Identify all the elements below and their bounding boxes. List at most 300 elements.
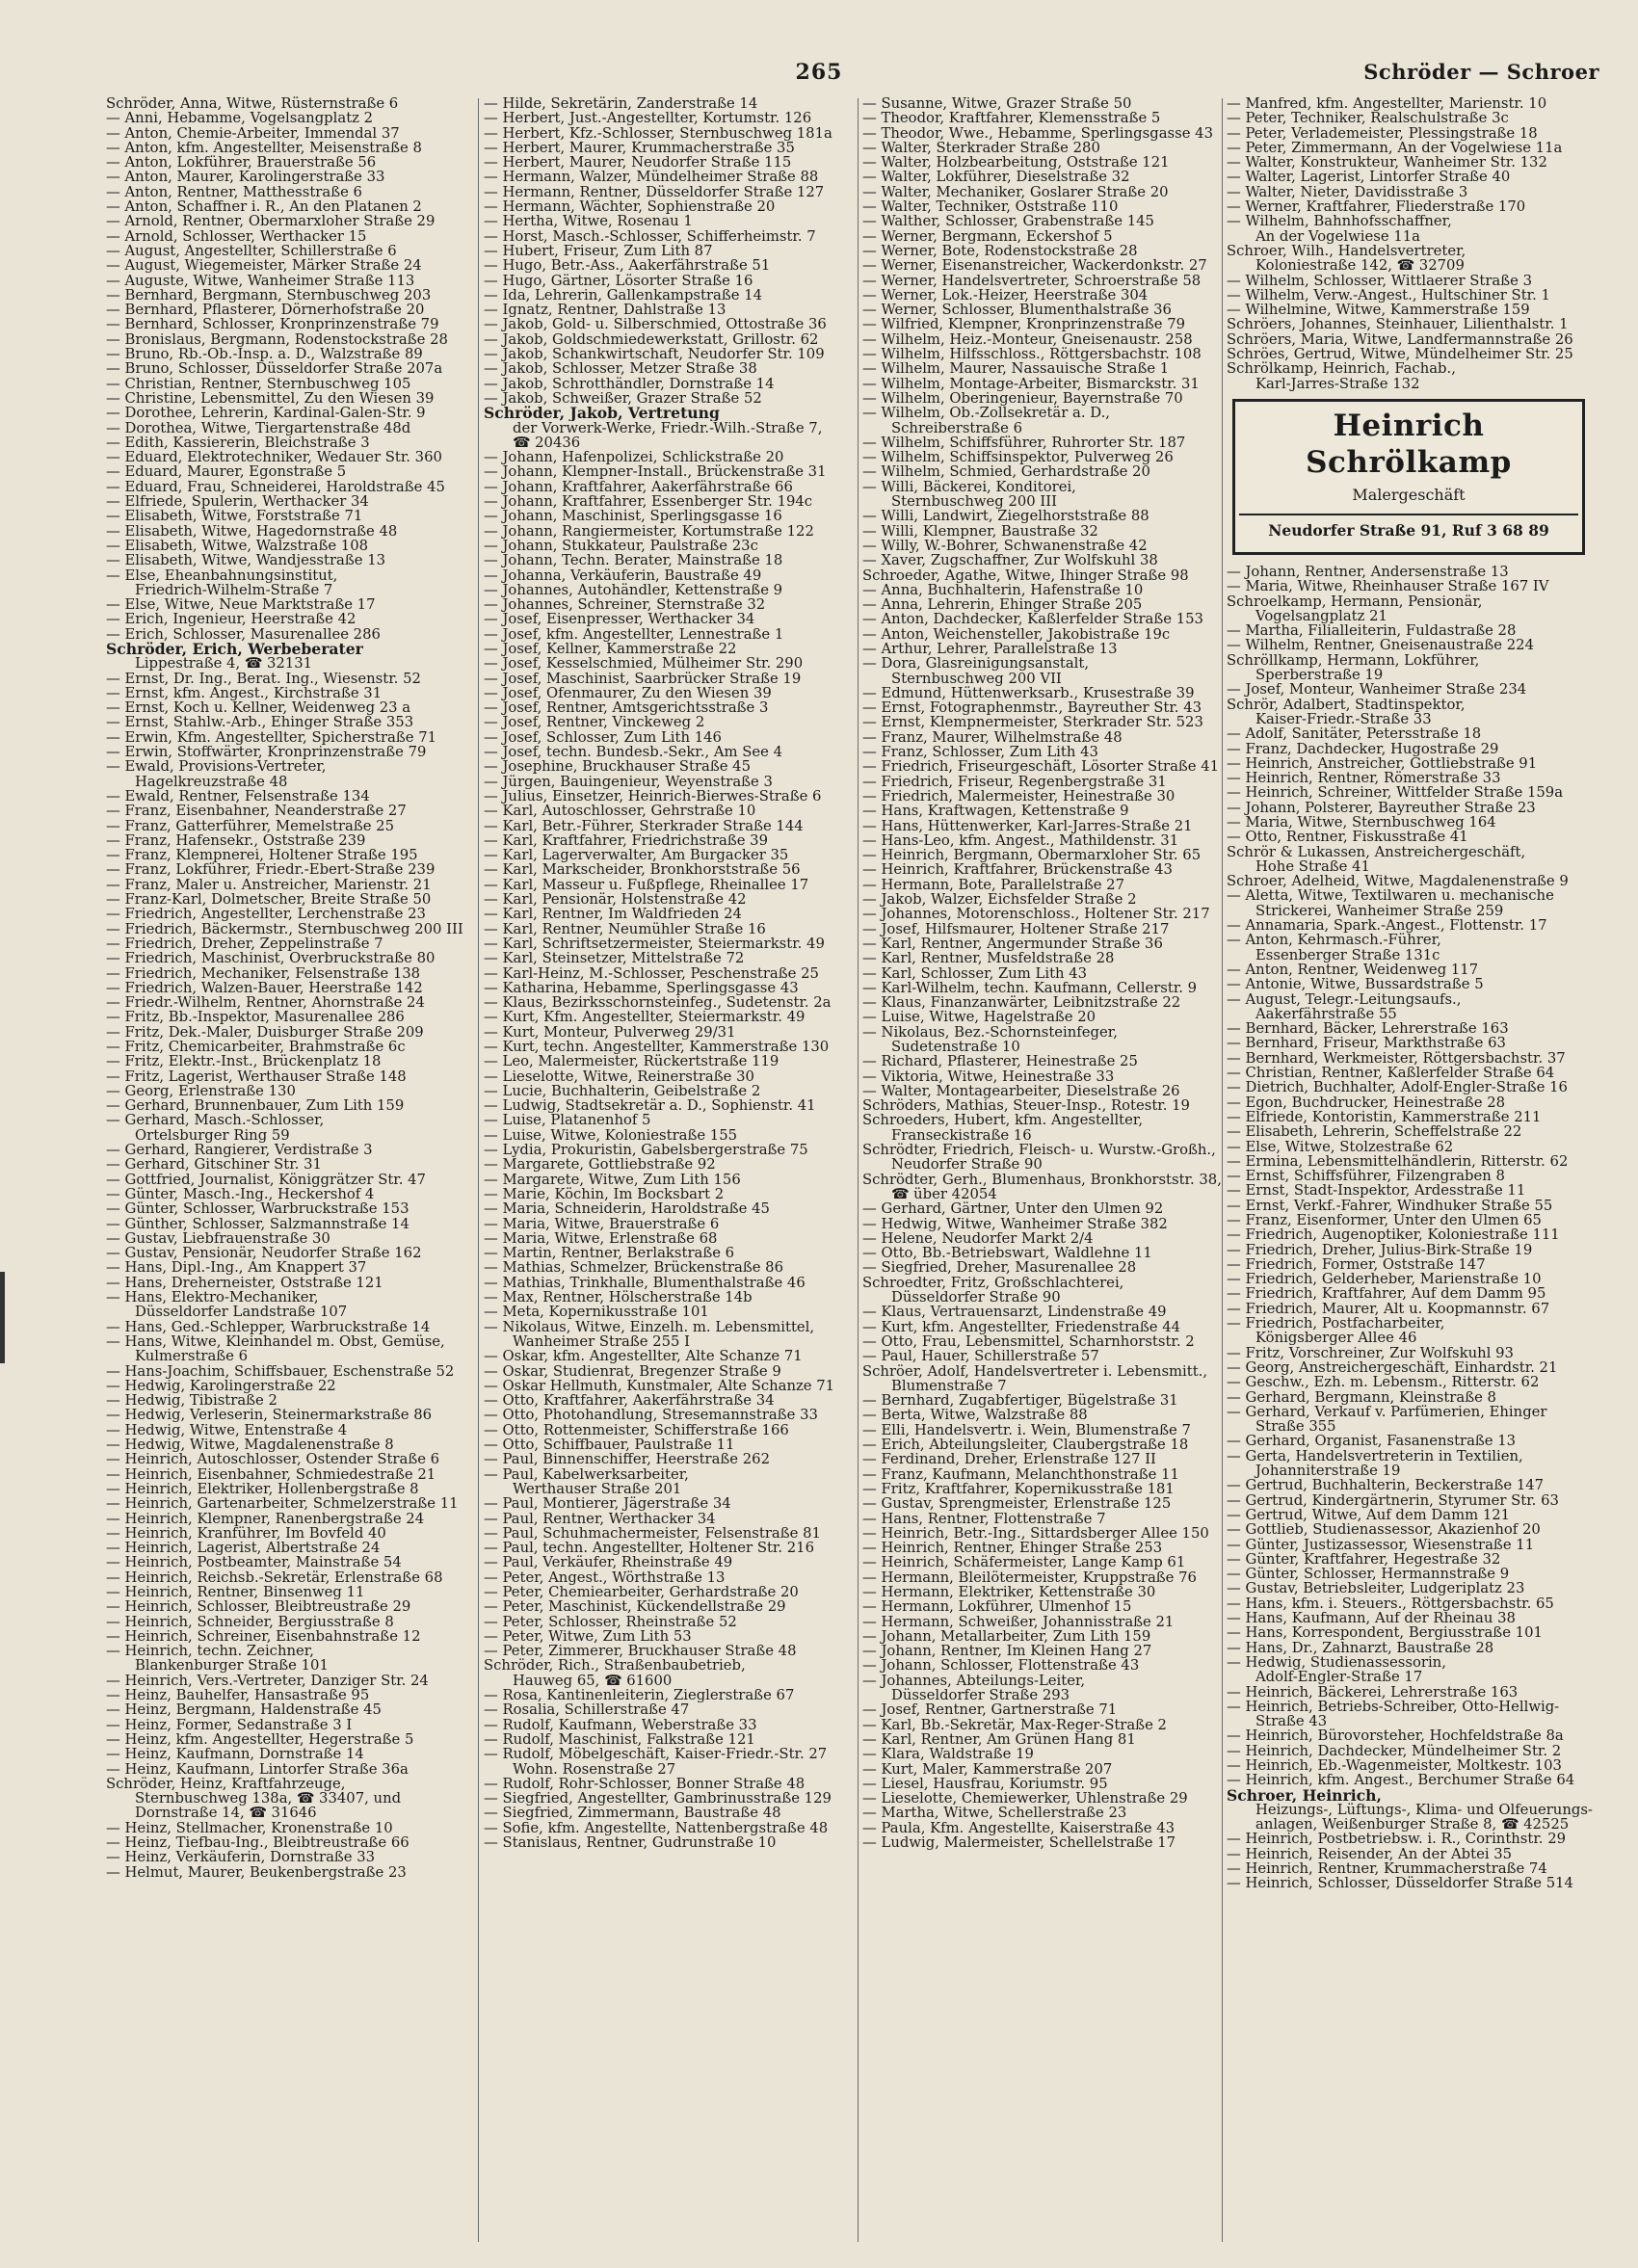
directory-entry: — Anton, Rentner, Weidenweg 117 (1227, 962, 1479, 978)
directory-entry: Schröder, Anna, Witwe, Rüsternstraße 6 (106, 96, 399, 112)
directory-entry: — Dorothee, Lehrerin, Kardinal-Galen-Str. 9 (106, 406, 426, 421)
directory-entry: — Johannes, Autohändler, Kettenstraße 9 (484, 582, 783, 598)
directory-entry: — Franz, Schlosser, Zum Lith 43 (862, 745, 1098, 760)
directory-entry: — Johann, Schlosser, Flottenstraße 43 (862, 1658, 1140, 1674)
directory-entry: — Erich, Abteilungsleiter, Claubergstraße 18 (862, 1437, 1189, 1453)
directory-entry: — Hans, Witwe, Kleinhandel m. Obst, Gemüse, (106, 1333, 445, 1350)
directory-entry: — Karl, Markscheider, Bronkhorststraße 56 (484, 862, 801, 878)
directory-entry: — Karl, Rentner, Neumühler Straße 16 (484, 921, 766, 936)
directory-entry: — Karl-Heinz, M.-Schlosser, Peschenstraße 25 (484, 965, 819, 981)
directory-entry: — Friedrich, Friseur, Regenbergstraße 31 (862, 774, 1167, 789)
directory-entry: — Theodor, Kraftfahrer, Klemensstraße 5 (862, 111, 1161, 126)
directory-entry: — Elisabeth, Witwe, Wandjesstraße 13 (106, 553, 386, 568)
directory-entry: — Ignatz, Rentner, Dahlstraße 13 (484, 303, 727, 318)
directory-entry: — Otto, Frau, Lebensmittel, Scharnhorststr. 2 (862, 1333, 1195, 1350)
directory-entry: — Karl, Rentner, Am Grünen Hang 81 (862, 1731, 1136, 1748)
directory-entry: Hohe Straße 41 (1255, 858, 1370, 875)
directory-entry: — Peter, Zimmerer, Bruckhauser Straße 48 (484, 1644, 797, 1659)
directory-entry: — Gerhard, Gitschiner Str. 31 (106, 1157, 322, 1173)
directory-entry: — Jakob, Schweißer, Grazer Straße 52 (484, 390, 762, 407)
directory-entry: — Maria, Witwe, Brauerstraße 6 (484, 1216, 720, 1231)
directory-entry: — Heinrich, techn. Zeichner, (106, 1644, 314, 1659)
directory-entry: — Gottfried, Journalist, Königgrätzer Str. 47 (106, 1172, 426, 1187)
directory-entry: Neudorfer Straße 90 (891, 1157, 1043, 1173)
directory-entry: — Friedrich, Gelderheber, Marienstraße 10 (1227, 1272, 1542, 1287)
directory-entry: — Heinz, Kaufmann, Dornstraße 14 (106, 1747, 364, 1762)
directory-entry: — Klara, Waldstraße 19 (862, 1747, 1034, 1762)
directory-entry: — Heinz, Bauhelfer, Hansastraße 95 (106, 1688, 370, 1703)
directory-entry: — Walter, Holzbearbeitung, Oststraße 121 (862, 155, 1170, 171)
directory-entry: — Paul, Hauer, Schillerstraße 57 (862, 1349, 1099, 1364)
directory-entry: Königsberger Allee 46 (1255, 1331, 1417, 1346)
directory-entry: — Viktoria, Witwe, Heinestraße 33 (862, 1068, 1115, 1084)
directory-column-4 (1227, 96, 1595, 1891)
directory-entry: — Peter, Techniker, Realschulstraße 3c (1227, 111, 1509, 126)
directory-entry: — Bernhard, Pflasterer, Dörnerhofstraße 20 (106, 303, 425, 318)
directory-entry: — Herbert, Kfz.-Schlosser, Sternbuschweg 181a (484, 125, 832, 141)
directory-entry: — Paul, techn. Angestellter, Holtener Str. 216 (484, 1541, 814, 1556)
directory-entry: — Werner, Schlosser, Blumenthalstraße 36 (862, 303, 1172, 318)
directory-entry: — Christian, Rentner, Sternbuschweg 105 (106, 376, 411, 391)
directory-entry: — Oskar Hellmuth, Kunstmaler, Alte Schanze 71 (484, 1378, 835, 1394)
directory-entry: — Liesel, Hausfrau, Koriumstr. 95 (862, 1776, 1108, 1792)
directory-entry: Dornstraße 14, ☎ 31646 (135, 1806, 317, 1821)
directory-entry: Friedrich-Wilhelm-Straße 7 (135, 582, 333, 598)
directory-entry: — Peter, Maschinist, Kückendellstraße 29 (484, 1599, 786, 1615)
directory-entry: — Christine, Lebensmittel, Zu den Wiesen 39 (106, 390, 435, 407)
directory-entry: — Wilhelm, Schmied, Gerhardstraße 20 (862, 464, 1150, 480)
directory-entry: — Margarete, Gottliebstraße 92 (484, 1157, 716, 1173)
directory-entry: — Franz, Dachdecker, Hugostraße 29 (1227, 741, 1499, 756)
directory-entry: — Karl, Rentner, Angermunder Straße 36 (862, 936, 1163, 952)
directory-entry: — Otto, Bb.-Betriebswart, Waldlehne 11 (862, 1246, 1152, 1261)
directory-entry: Sternbuschweg 200 VII (891, 671, 1062, 686)
directory-entry: — Ernst, kfm. Angest., Kirchstraße 31 (106, 685, 383, 701)
directory-entry: — Hermann, Lokführer, Ulmenhof 15 (862, 1599, 1132, 1615)
directory-entry: Schröes, Gertrud, Witwe, Mündelheimer Str. 25 (1227, 347, 1573, 362)
directory-entry: — Rosa, Kantinenleiterin, Zieglerstraße 67 (484, 1688, 795, 1703)
directory-entry: — Ferdinand, Dreher, Erlenstraße 127 II (862, 1452, 1156, 1467)
directory-entry: — Christian, Rentner, Kaßlerfelder Straße 64 (1227, 1066, 1555, 1081)
directory-entry: — Hedwig, Witwe, Wanheimer Straße 382 (862, 1216, 1168, 1231)
directory-entry: — Heinrich, Bergmann, Obermarxloher Str. 65 (862, 848, 1202, 863)
directory-entry: — Franz, Eisenbahner, Neanderstraße 27 (106, 804, 407, 819)
directory-entry: Schröder, Rich., Straßenbaubetrieb, (484, 1658, 746, 1674)
directory-entry: — Johannes, Schreiner, Sternstraße 32 (484, 597, 766, 613)
directory-entry: — Gottlieb, Studienassessor, Akazienhof 20 (1227, 1522, 1541, 1538)
directory-entry: — Hans, Korrespondent, Bergiusstraße 101 (1227, 1625, 1543, 1641)
directory-entry: — Ewald, Rentner, Felsenstraße 134 (106, 788, 370, 804)
directory-entry: — Dorothea, Witwe, Tiergartenstraße 48d (106, 420, 411, 435)
directory-entry: — Paul, Rentner, Werthacker 34 (484, 1511, 716, 1526)
directory-entry: — Johann, Klempner-Install., Brückenstraße 31 (484, 464, 827, 480)
directory-entry: — Heinrich, Schäfermeister, Lange Kamp 61 (862, 1555, 1186, 1570)
directory-entry: — Johannes, Abteilungs-Leiter, (862, 1673, 1086, 1689)
directory-entry: — Adolf, Sanitäter, Petersstraße 18 (1227, 726, 1482, 742)
directory-entry: Heizungs-, Lüftungs-, Klima- und Ölfeuerungs- (1255, 1802, 1593, 1818)
column-rule (478, 98, 479, 2242)
column-4-bottom-entries (1227, 565, 1595, 1891)
directory-entry: — Gerhard, Masch.-Schlosser, (106, 1113, 325, 1128)
directory-entry: — Lydia, Prokuristin, Gabelsbergerstraße 75 (484, 1143, 808, 1158)
directory-entry: — Ewald, Provisions-Vertreter, (106, 759, 327, 775)
directory-entry: — Heinrich, Dachdecker, Mündelheimer Str. 2 (1227, 1743, 1562, 1758)
directory-entry: — Paul, Binnenschiffer, Heerstraße 262 (484, 1452, 771, 1467)
directory-entry: — Anna, Buchhalterin, Hafenstraße 10 (862, 582, 1144, 598)
directory-entry: — Heinz, Tiefbau-Ing., Bleibtreustraße 66 (106, 1835, 410, 1851)
directory-entry: — Gerhard, Verkauf v. Parfümerien, Ehinger (1227, 1404, 1547, 1420)
directory-entry: — Hans, Ged.-Schlepper, Warbruckstraße 14 (106, 1319, 431, 1334)
directory-entry: — Anton, Weichensteller, Jakobistraße 19c (862, 626, 1171, 642)
directory-entry: — Arthur, Lehrer, Parallelstraße 13 (862, 641, 1118, 657)
directory-entry: — Fritz, Lagerist, Werthauser Straße 148 (106, 1068, 407, 1084)
advert-trade: Malergeschäft (1352, 485, 1466, 504)
directory-entry: — Paul, Schuhmachermeister, Felsenstraße 81 (484, 1525, 821, 1542)
directory-entry: — Hans-Joachim, Schiffsbauer, Eschenstraße 52 (106, 1363, 455, 1379)
directory-entry: — Klaus, Bezirksschornsteinfeg., Sudetenstr. 2a (484, 995, 832, 1011)
directory-entry: — Bruno, Rb.-Ob.-Insp. a. D., Walzstraße 89 (106, 347, 423, 362)
directory-entry: Hauweg 65, ☎ 61600 (513, 1673, 673, 1689)
directory-entry: — Bernhard, Werkmeister, Röttgersbachstr. 37 (1227, 1050, 1566, 1067)
directory-entry: — Elisabeth, Witwe, Hagedornstraße 48 (106, 523, 398, 539)
page-number: 265 (795, 60, 843, 85)
directory-entry: — Friedrich, Bäckermstr., Sternbuschweg 200 III (106, 921, 463, 936)
directory-entry: — Peter, Verlademeister, Plessingstraße 18 (1227, 125, 1538, 141)
advert-company-name: Heinrich Schrölkamp (1306, 408, 1512, 480)
directory-entry: — Ernst, Verkf.-Fahrer, Windhuker Straße 55 (1227, 1198, 1553, 1213)
directory-entry: — Friedrich, Dreher, Julius-Birk-Straße 19 (1227, 1242, 1533, 1257)
directory-entry: — Anna, Lehrerin, Ehinger Straße 205 (862, 597, 1143, 613)
directory-entry: — Walter, Sterkrader Straße 280 (862, 140, 1100, 156)
directory-entry: — Dora, Glasreinigungsanstalt, (862, 656, 1090, 672)
directory-entry: — Elli, Handelsvertr. i. Wein, Blumenstraße 7 (862, 1422, 1191, 1438)
directory-entry: — Hans, Dreherneister, Oststraße 121 (106, 1275, 383, 1291)
directory-entry: anlagen, Weißenburger Straße 8, ☎ 42525 (1255, 1817, 1570, 1833)
directory-entry: — Johann, Metallarbeiter, Zum Lith 159 (862, 1628, 1151, 1645)
directory-entry: — Heinrich, Gartenarbeiter, Schmelzerstraße 11 (106, 1496, 459, 1512)
directory-entry: — Helmut, Maurer, Beukenbergstraße 23 (106, 1864, 407, 1880)
directory-entry: — Maria, Witwe, Rheinhauser Straße 167 IV (1227, 579, 1549, 594)
directory-entry: — Wilhelm, Verw.-Angest., Hultschiner Str. 1 (1227, 287, 1550, 303)
directory-entry: — Heinrich, Schneider, Bergiusstraße 8 (106, 1614, 394, 1629)
directory-entry: — Julius, Einsetzer, Heinrich-Bierwes-Straße 6 (484, 788, 822, 804)
directory-entry: — Günther, Schlosser, Salzmannstraße 14 (106, 1216, 410, 1231)
directory-entry: — Josef, Rentner, Amtsgerichtsstraße 3 (484, 700, 769, 716)
directory-entry: Ortelsburger Ring 59 (135, 1127, 290, 1144)
directory-entry: — Heinrich, Schreiner, Eisenbahnstraße 12 (106, 1628, 421, 1645)
directory-entry: — Johann, Kraftfahrer, Essenberger Str. 194c (484, 494, 813, 510)
directory-entry: — Wilhelm, Hilfsschloss., Röttgersbachstr. 108 (862, 347, 1202, 362)
directory-entry: Schroeders, Hubert, kfm. Angestellter, (862, 1113, 1144, 1128)
directory-entry: — Hans, Hüttenwerker, Karl-Jarres-Straße 21 (862, 818, 1193, 833)
directory-entry: — Karl, Schlosser, Zum Lith 43 (862, 965, 1088, 981)
directory-entry: — Karl, Masseur u. Fußpflege, Rheinallee 17 (484, 877, 809, 893)
directory-entry: — Egon, Buchdrucker, Heinestraße 28 (1227, 1094, 1506, 1110)
directory-entry: Werthauser Straße 201 (513, 1481, 682, 1497)
directory-entry: Sperberstraße 19 (1255, 668, 1384, 683)
directory-entry: — Gustav, Pensionär, Neudorfer Straße 162 (106, 1246, 422, 1261)
directory-entry: — Günter, Kraftfahrer, Hegestraße 32 (1227, 1551, 1501, 1568)
directory-entry: Wohn. Rosenstraße 27 (513, 1761, 676, 1777)
directory-entry: — Jakob, Goldschmiedewerkstatt, Grillostr. 62 (484, 331, 819, 348)
directory-entry: — Bernhard, Bäcker, Lehrerstraße 163 (1227, 1021, 1509, 1037)
directory-entry: — Anton, Kehrmasch.-Führer, (1227, 933, 1441, 948)
directory-entry: — Karl, Rentner, Musfeldstraße 28 (862, 951, 1115, 966)
directory-entry: — Maria, Witwe, Sternbuschweg 164 (1227, 814, 1496, 831)
directory-entry: — Helene, Neudorfer Markt 2/4 (862, 1230, 1094, 1247)
directory-entry: — Willi, Bäckerei, Konditorei, (862, 479, 1076, 495)
directory-entry: — Johann, Polsterer, Bayreuther Straße 23 (1227, 800, 1536, 815)
directory-entry: — Werner, Bergmann, Eckershof 5 (862, 228, 1113, 244)
directory-entry: — Richard, Pflasterer, Heinestraße 25 (862, 1054, 1138, 1069)
directory-entry: — Franz, Maler u. Anstreicher, Marienstr. 21 (106, 877, 432, 893)
directory-entry: — Hubert, Friseur, Zum Lith 87 (484, 243, 713, 259)
directory-entry: — Walter, Techniker, Oststraße 110 (862, 199, 1119, 215)
directory-entry: — Franz, Maurer, Wilhelmstraße 48 (862, 729, 1123, 746)
directory-entry: — Friedrich, Dreher, Zeppelinstraße 7 (106, 936, 383, 952)
directory-entry: — Heinrich, Betr.-Ing., Sittardsberger Allee 150 (862, 1525, 1209, 1542)
directory-entry: — Heinrich, Klempner, Ranenbergstraße 24 (106, 1511, 425, 1526)
directory-entry: — Bernhard, Bergmann, Sternbuschweg 203 (106, 287, 432, 303)
directory-entry: — Gustav, Betriebsleiter, Ludgeriplatz 23 (1227, 1581, 1525, 1596)
directory-entry: — Heinrich, Bürovorsteher, Hochfeldstraße 8a (1227, 1728, 1564, 1744)
directory-entry: — Fritz, Vorschreiner, Zur Wolfskuhl 93 (1227, 1345, 1514, 1360)
directory-entry: — Friedrich, Maurer, Alt u. Koopmannstr. 67 (1227, 1301, 1550, 1317)
directory-heading-entry: Schroer, Heinrich, (1227, 1787, 1382, 1803)
directory-entry: — Johann, Hafenpolizei, Schlickstraße 20 (484, 450, 784, 465)
directory-entry: — Elisabeth, Lehrerin, Scheffelstraße 22 (1227, 1124, 1522, 1140)
directory-entry: — Lieselotte, Chemiewerker, Uhlenstraße 29 (862, 1791, 1188, 1806)
directory-entry: — Hermann, Wächter, Sophienstraße 20 (484, 199, 776, 215)
directory-entry: — Ernst, Schiffsführer, Filzengraben 8 (1227, 1169, 1505, 1184)
directory-entry: Franseckistraße 16 (891, 1127, 1032, 1144)
directory-entry: — Werner, Kraftfahrer, Fliederstraße 170 (1227, 199, 1526, 215)
directory-entry: — Anton, Dachdecker, Kaßlerfelder Straße 153 (862, 612, 1203, 627)
directory-entry: — Hans, Elektro-Mechaniker, (106, 1290, 319, 1305)
directory-entry: Hagelkreuzstraße 48 (135, 774, 288, 789)
directory-entry: — Josef, Schlosser, Zum Lith 146 (484, 729, 722, 746)
directory-entry: — Günter, Schlosser, Warbruckstraße 153 (106, 1201, 410, 1217)
directory-entry: — Hermann, Elektriker, Kettenstraße 30 (862, 1584, 1156, 1600)
directory-entry: — Walter, Montagearbeiter, Dieselstraße 26 (862, 1083, 1180, 1099)
directory-entry: — Bronislaus, Bergmann, Rodenstockstraße 28 (106, 331, 448, 348)
directory-entry: — Werner, Bote, Rodenstockstraße 28 (862, 243, 1138, 259)
directory-entry: Schröers, Maria, Witwe, Landfermannstraße 26 (1227, 331, 1573, 348)
directory-entry: — Hans, Kraftwagen, Kettenstraße 9 (862, 804, 1129, 819)
directory-entry: — Fritz, Bb.-Inspektor, Masurenallee 286 (106, 1010, 405, 1025)
directory-entry: — Anton, Lokführer, Brauerstraße 56 (106, 155, 377, 171)
directory-entry: — Peter, Schlosser, Rheinstraße 52 (484, 1614, 737, 1629)
directory-entry: — Luise, Platanenhof 5 (484, 1113, 651, 1128)
directory-entry: — Johann, Rangiermeister, Kortumstraße 122 (484, 523, 814, 539)
directory-entry: — Wilhelm, Schlosser, Wittlaerer Straße 3 (1227, 273, 1532, 288)
running-head: Schröder — Schroer (1363, 60, 1599, 84)
directory-entry: — Martha, Filialleiterin, Fuldastraße 28 (1227, 623, 1517, 639)
directory-entry: — Ida, Lehrerin, Gallenkampstraße 14 (484, 287, 763, 303)
directory-entry: — Ernst, Stadt-Inspektor, Ardesstraße 11 (1227, 1183, 1526, 1199)
directory-entry: Essenberger Straße 131c (1255, 947, 1440, 963)
directory-entry: Straße 43 (1255, 1714, 1328, 1729)
directory-entry: — Willi, Landwirt, Ziegelhorststraße 88 (862, 509, 1149, 524)
directory-entry: — Peter, Witwe, Zum Lith 53 (484, 1628, 692, 1645)
directory-entry: — Franz-Karl, Dolmetscher, Breite Straße 50 (106, 892, 432, 908)
directory-entry: — Kurt, techn. Angestellter, Kammerstraße 130 (484, 1040, 830, 1055)
directory-entry: — Jakob, Schankwirtschaft, Neudorfer Str. 109 (484, 347, 825, 362)
directory-entry: — Heinrich, Lagerist, Albertstraße 24 (106, 1541, 381, 1556)
directory-entry: — Johanna, Verkäuferin, Baustraße 49 (484, 567, 762, 583)
directory-entry: — Hermann, Schweißer, Johannisstraße 21 (862, 1614, 1175, 1629)
directory-entry: — Wilhelm, Schiffsinspektor, Pulverweg 26 (862, 450, 1174, 465)
directory-entry: — Hermann, Bote, Parallelstraße 27 (862, 877, 1125, 893)
directory-entry: Schroeder, Agathe, Witwe, Ihinger Straße 98 (862, 567, 1189, 583)
directory-entry: — Martin, Rentner, Berlakstraße 6 (484, 1246, 735, 1261)
directory-entry: — Günter, Schlosser, Hermannstraße 9 (1227, 1567, 1510, 1582)
advertisement-box (1232, 399, 1585, 555)
directory-entry: — Karl-Wilhelm, techn. Kaufmann, Cellerstr. 9 (862, 980, 1198, 996)
directory-entry: Schrödter, Friedrich, Fleisch- u. Wurstw.-Großh., (862, 1143, 1216, 1158)
directory-entry: — Heinrich, Postbeamter, Mainstraße 54 (106, 1555, 402, 1570)
directory-entry: — Dietrich, Buchhalter, Adolf-Engler-Straße 16 (1227, 1080, 1568, 1095)
directory-entry: — Lieselotte, Witwe, Reinerstraße 30 (484, 1068, 754, 1084)
directory-entry: — Gerhard, Gärtner, Unter den Ulmen 92 (862, 1201, 1164, 1217)
directory-entry: — Josef, Eisenpresser, Werthacker 34 (484, 612, 755, 627)
directory-entry: — Martha, Witwe, Schellerstraße 23 (862, 1806, 1127, 1821)
directory-entry: — Aletta, Witwe, Textilwaren u. mechanische (1227, 888, 1554, 904)
directory-entry: Sternbuschweg 138a, ☎ 33407, und (135, 1791, 402, 1806)
directory-entry: — Friedrich, Friseurgeschäft, Lösorter Straße 41 (862, 759, 1220, 775)
directory-entry: — Karl, Pensionär, Holstenstraße 42 (484, 892, 747, 908)
directory-entry: — Ernst, Koch u. Kellner, Weidenweg 23 a (106, 700, 411, 716)
directory-entry: Schroedter, Fritz, Großschlachterei, (862, 1275, 1124, 1291)
directory-entry: — Hedwig, Witwe, Entenstraße 4 (106, 1422, 348, 1438)
directory-entry: — Johann, Rentner, Im Kleinen Hang 27 (862, 1644, 1152, 1659)
directory-entry: — Heinz, Former, Sedanstraße 3 I (106, 1717, 353, 1732)
directory-entry: — Friedrich, Walzen-Bauer, Heerstraße 142 (106, 980, 423, 996)
directory-entry: — Werner, Lok.-Heizer, Heerstraße 304 (862, 287, 1149, 303)
directory-entry: — Hugo, Betr.-Ass., Aakerfährstraße 51 (484, 258, 771, 274)
directory-entry: — Friedrich, Maschinist, Overbruckstraße 80 (106, 951, 436, 966)
directory-entry: — Wilhelmine, Witwe, Kammerstraße 159 (1227, 303, 1530, 318)
directory-entry: — Siegfried, Angestellter, Gambrinusstraße 129 (484, 1791, 832, 1806)
directory-entry: — Ernst, Dr. Ing., Berat. Ing., Wiesenstr. 52 (106, 671, 421, 686)
directory-entry: Blumenstraße 7 (891, 1378, 1007, 1394)
directory-entry: — Heinz, Bergmann, Haldenstraße 45 (106, 1702, 382, 1718)
directory-entry: — Peter, Angest., Wörthstraße 13 (484, 1569, 726, 1585)
directory-entry: Schroer, Wilh., Handelsvertreter, (1227, 243, 1466, 259)
directory-entry: — Walter, Nieter, Davidisstraße 3 (1227, 184, 1468, 200)
directory-entry: — Otto, Photohandlung, Stresemannstraße 33 (484, 1408, 818, 1423)
directory-entry: — Else, Witwe, Neue Marktstraße 17 (106, 597, 376, 613)
directory-entry: Adolf-Engler-Straße 17 (1255, 1670, 1423, 1685)
directory-entry: — August, Angestellter, Schillerstraße 6 (106, 243, 397, 259)
directory-entry: Aakerfährstraße 55 (1255, 1006, 1397, 1022)
directory-entry: — Josef, Ofenmaurer, Zu den Wiesen 39 (484, 685, 772, 701)
directory-entry: — Klaus, Finanzanwärter, Leibnitzstraße 22 (862, 995, 1181, 1011)
directory-entry: — Günter, Masch.-Ing., Heckershof 4 (106, 1186, 375, 1202)
directory-entry: — Franz, Kaufmann, Melanchthonstraße 11 (862, 1466, 1179, 1482)
directory-entry: — Fritz, Dek.-Maler, Duisburger Straße 209 (106, 1024, 424, 1040)
directory-entry: — Josef, Monteur, Wanheimer Straße 234 (1227, 682, 1527, 698)
column-rule (858, 98, 859, 2242)
directory-entry: — Heinrich, Rentner, Römerstraße 33 (1227, 771, 1501, 786)
binding-mark (0, 1272, 5, 1363)
directory-entry: — Maria, Schneiderin, Haroldstraße 45 (484, 1201, 770, 1217)
directory-entry: — Elfriede, Kontoristin, Kammerstraße 211 (1227, 1109, 1542, 1125)
directory-entry: — Hans, Dipl.-Ing., Am Knappert 37 (106, 1260, 367, 1276)
directory-entry: — Georg, Anstreichergeschäft, Einhardstr. 21 (1227, 1359, 1558, 1376)
directory-entry: — Anni, Hebamme, Vogelsangplatz 2 (106, 111, 374, 126)
directory-entry: — Elfriede, Spulerin, Werthacker 34 (106, 494, 369, 510)
directory-entry: — Johann, Maschinist, Sperlingsgasse 16 (484, 509, 782, 524)
directory-entry: — Friedrich, Mechaniker, Felsenstraße 138 (106, 965, 421, 981)
directory-entry: An der Vogelwiese 11a (1255, 228, 1420, 244)
directory-entry: Schröer, Adolf, Handelsvertreter i. Lebensmitt., (862, 1363, 1208, 1379)
directory-entry: — Wilhelm, Heiz.-Monteur, Gneisenaustr. 258 (862, 331, 1193, 348)
directory-entry: — Heinrich, Betriebs-Schreiber, Otto-Hellwig- (1227, 1699, 1560, 1715)
directory-entry: Koloniestraße 142, ☎ 32709 (1255, 258, 1465, 274)
directory-entry: — Heinrich, Rentner, Binsenweg 11 (106, 1584, 365, 1600)
directory-entry: — Siegfried, Zimmermann, Baustraße 48 (484, 1806, 781, 1821)
directory-entry: Schroelkamp, Hermann, Pensionär, (1227, 593, 1483, 609)
directory-entry: — Rudolf, Kaufmann, Weberstraße 33 (484, 1717, 757, 1732)
directory-entry: — Friedrich, Malermeister, Heinestraße 30 (862, 788, 1176, 804)
directory-entry: — Anton, Rentner, Matthesstraße 6 (106, 184, 362, 200)
directory-entry: — Heinrich, kfm. Angest., Berchumer Straße 64 (1227, 1773, 1575, 1788)
directory-entry: — Heinrich, Vers.-Vertreter, Danziger Str. 24 (106, 1673, 429, 1689)
directory-entry: — Hans, Dr., Zahnarzt, Baustraße 28 (1227, 1640, 1494, 1655)
directory-entry: — Stanislaus, Rentner, Gudrunstraße 10 (484, 1835, 777, 1851)
directory-entry: — Peter, Chemiearbeiter, Gerhardstraße 20 (484, 1584, 799, 1600)
directory-entry: — Else, Eheanbahnungsinstitut, (106, 567, 338, 583)
directory-entry: — Johannes, Motorenschloss., Holtener Str. 217 (862, 907, 1210, 922)
directory-entry: Kulmerstraße 6 (135, 1349, 249, 1364)
directory-entry: Schrör & Lukassen, Anstreichergeschäft, (1227, 844, 1526, 859)
directory-entry: — Rosalia, Schillerstraße 47 (484, 1702, 690, 1718)
directory-entry: — Heinrich, Anstreicher, Gottliebstraße 91 (1227, 755, 1538, 772)
directory-entry: — Karl, Betr.-Führer, Sterkrader Straße 144 (484, 818, 804, 833)
directory-entry: — Kurt, kfm. Angestellter, Friedenstraße 44 (862, 1319, 1181, 1334)
directory-entry: — Hans-Leo, kfm. Angest., Mathildenstr. 31 (862, 832, 1179, 849)
directory-entry: — Kurt, Kfm. Angestellter, Steiermarkstr. 49 (484, 1010, 806, 1025)
directory-entry: — Gerhard, Rangierer, Verdistraße 3 (106, 1143, 373, 1158)
directory-entry: — Wilhelm, Montage-Arbeiter, Bismarckstr. 31 (862, 376, 1200, 391)
directory-entry: — Peter, Zimmermann, An der Vogelwiese 11a (1227, 140, 1563, 156)
directory-entry: der Vorwerk-Werke, Friedr.-Wilh.-Straße 7, (513, 420, 823, 435)
directory-entry: — Gertrud, Witwe, Auf dem Damm 121 (1227, 1507, 1511, 1523)
directory-entry: — Karl, Autoschlosser, Gehrstraße 10 (484, 804, 756, 819)
directory-entry: — Fritz, Chemicarbeiter, Brahmstraße 6c (106, 1040, 406, 1055)
directory-entry: ☎ über 42054 (891, 1186, 997, 1202)
directory-entry: — Edith, Kassiererin, Bleichstraße 3 (106, 435, 370, 451)
directory-entry: — Hedwig, Tibistraße 2 (106, 1393, 277, 1409)
directory-entry: Straße 355 (1255, 1419, 1336, 1435)
directory-entry: — August, Wiegemeister, Märker Straße 24 (106, 258, 422, 274)
directory-entry: — August, Telegr.-Leitungsaufs., (1227, 991, 1462, 1007)
directory-entry: — Heinrich, Elektriker, Hollenbergstraße 8 (106, 1481, 419, 1497)
directory-entry: — Josephine, Bruckhauser Straße 45 (484, 759, 752, 775)
directory-entry: — Gerhard, Brunnenbauer, Zum Lith 159 (106, 1098, 405, 1114)
directory-entry: — Elisabeth, Witwe, Walzstraße 108 (106, 538, 369, 554)
directory-column-3 (862, 96, 1230, 1850)
directory-entry: — Nikolaus, Bez.-Schornsteinfeger, (862, 1024, 1118, 1040)
directory-entry: — Hugo, Gärtner, Lösorter Straße 16 (484, 273, 753, 288)
directory-entry: — Josef, Kellner, Kammerstraße 22 (484, 641, 737, 657)
directory-entry: — Johann, Kraftfahrer, Aakerfährstraße 66 (484, 479, 793, 495)
directory-entry: — Elisabeth, Witwe, Forststraße 71 (106, 509, 363, 524)
directory-entry: — Karl, Rentner, Im Waldfrieden 24 (484, 907, 742, 922)
directory-entry: — Josef, Maschinist, Saarbrücker Straße 19 (484, 671, 802, 686)
directory-entry: — Ernst, Stahlw.-Arb., Ehinger Straße 353 (106, 715, 414, 730)
